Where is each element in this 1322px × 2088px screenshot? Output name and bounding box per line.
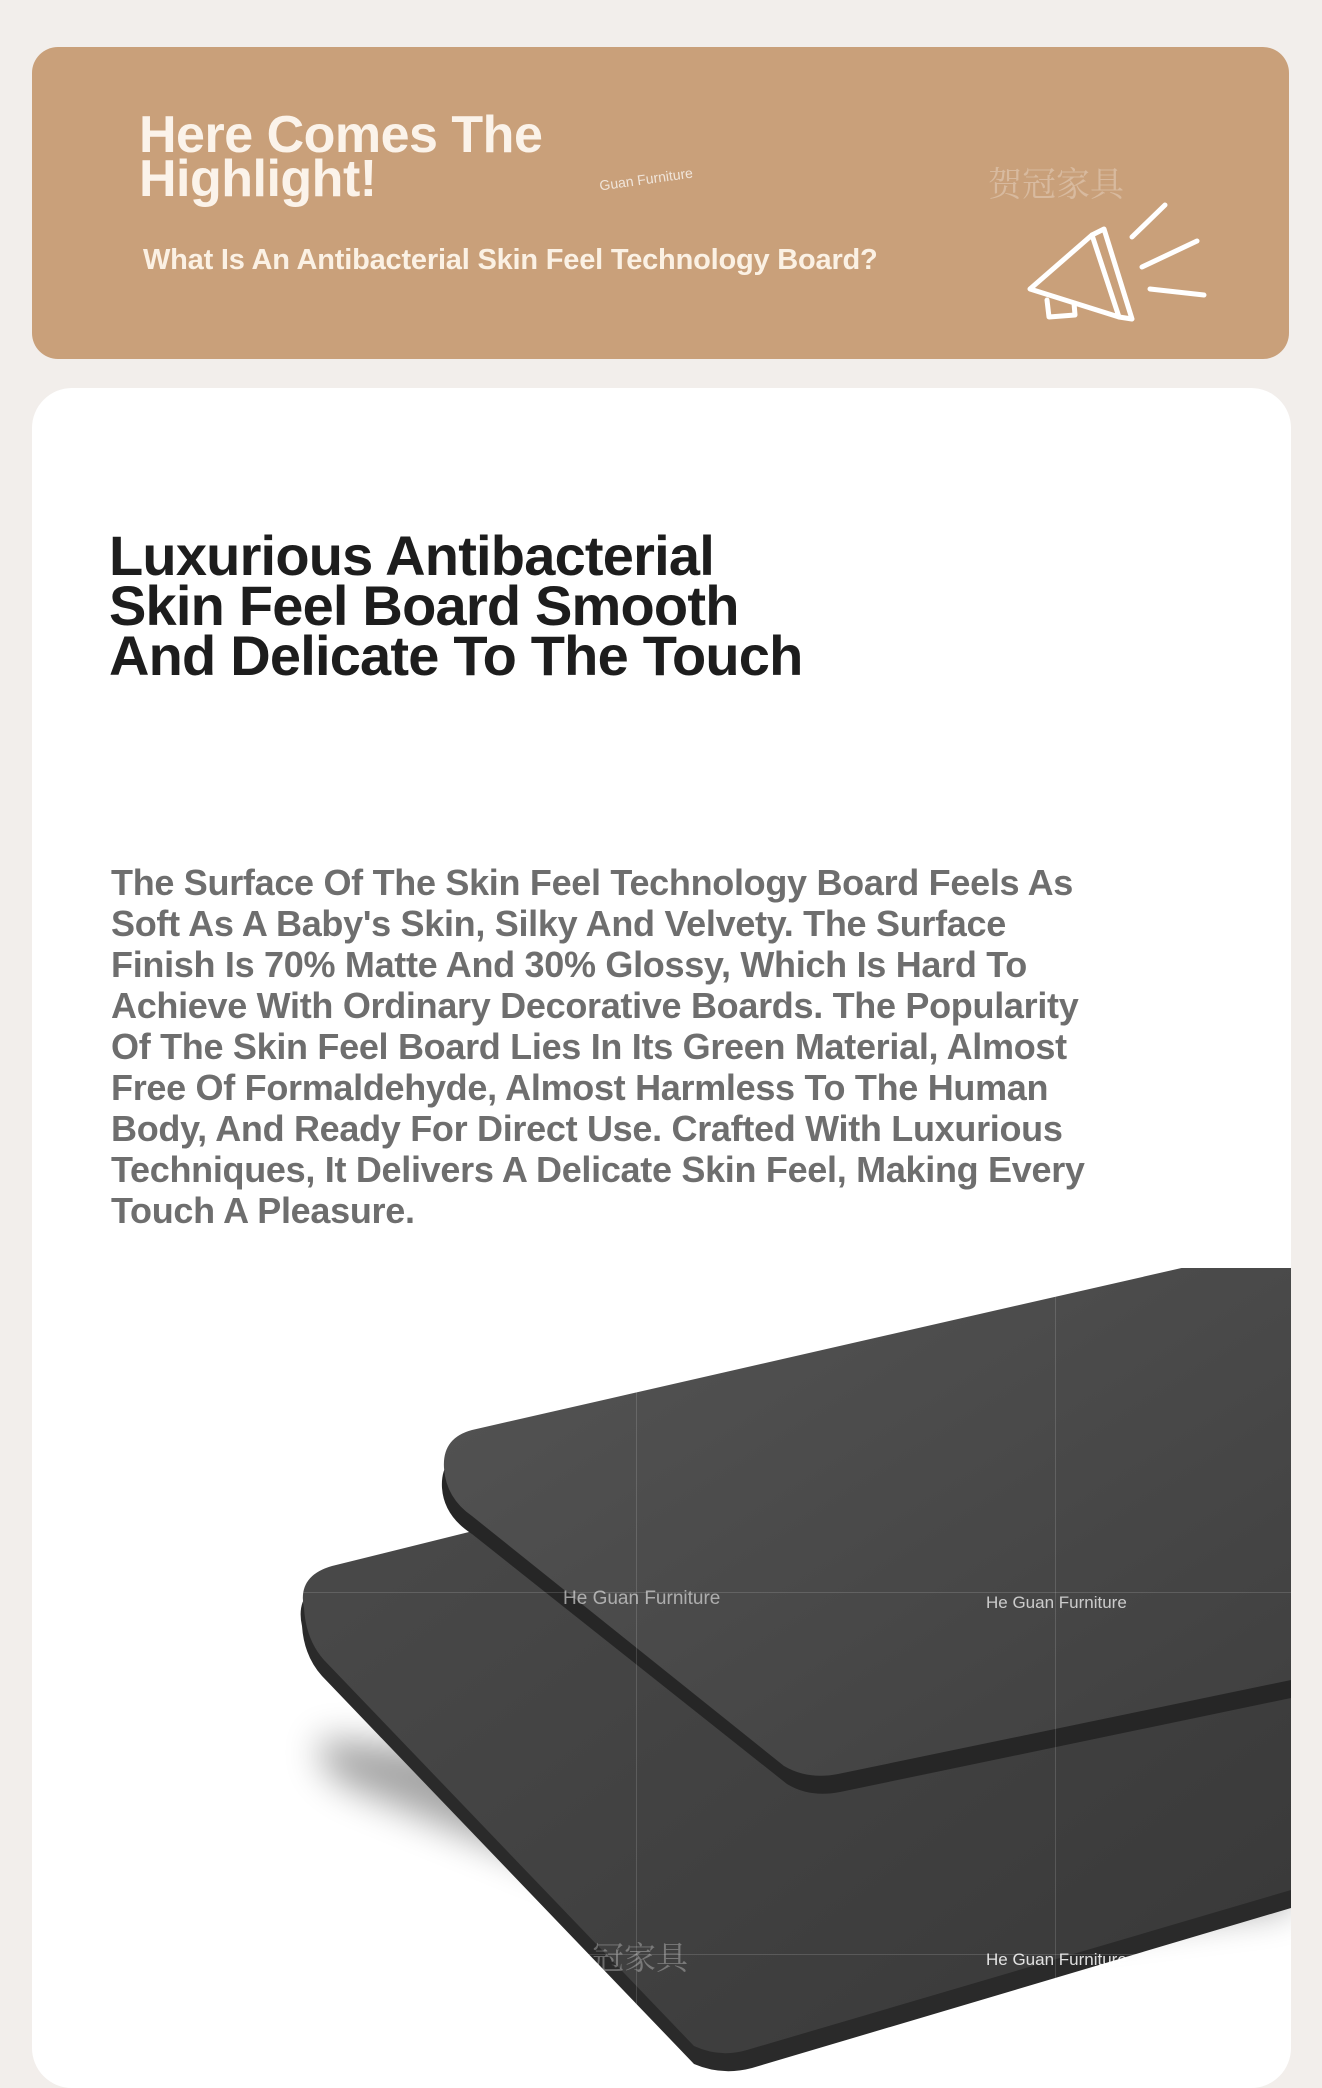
watermark-logo-text: 冠家具 xyxy=(592,1939,689,1977)
card-description: The Surface Of The Skin Feel Technology Board Feels As Soft As A Baby's Skin, Silky And Velvety. The Surface Finish Is 70% Matte And 30% Glossy, Which Is Hard To Achieve With Ordinary Decorative Boards. The Popularity Of The Skin Feel Board Lies In Its Green Material, Almost Free Of Formaldehyde, Almost Harmless To The Human Body, And Ready For Direct Use. Crafted With Luxurious Techniques, It Delivers A Delicate Skin Feel, Making Every Touch A Pleasure. xyxy=(111,862,1085,1231)
highlight-banner xyxy=(32,47,1289,359)
watermark-logo-text: 贺冠家具 xyxy=(988,165,1124,205)
watermark-text: He Guan Furniture xyxy=(986,1593,1127,1612)
watermark-text: Guan Furniture xyxy=(598,164,694,194)
watermark-text: He Guan Furniture xyxy=(563,1588,721,1609)
banner-subtitle: What Is An Antibacterial Skin Feel Technology Board? xyxy=(143,244,878,276)
banner-title: Here Comes The Highlight! xyxy=(139,106,543,208)
megaphone-icon xyxy=(992,147,1222,347)
watermark-text: He Guan Furniture xyxy=(986,1950,1127,1969)
card-title: Luxurious Antibacterial Skin Feel Board Smooth And Delicate To The Touch xyxy=(109,524,803,687)
stacked-boards-image xyxy=(32,1268,1291,2088)
content-card xyxy=(32,388,1291,2088)
